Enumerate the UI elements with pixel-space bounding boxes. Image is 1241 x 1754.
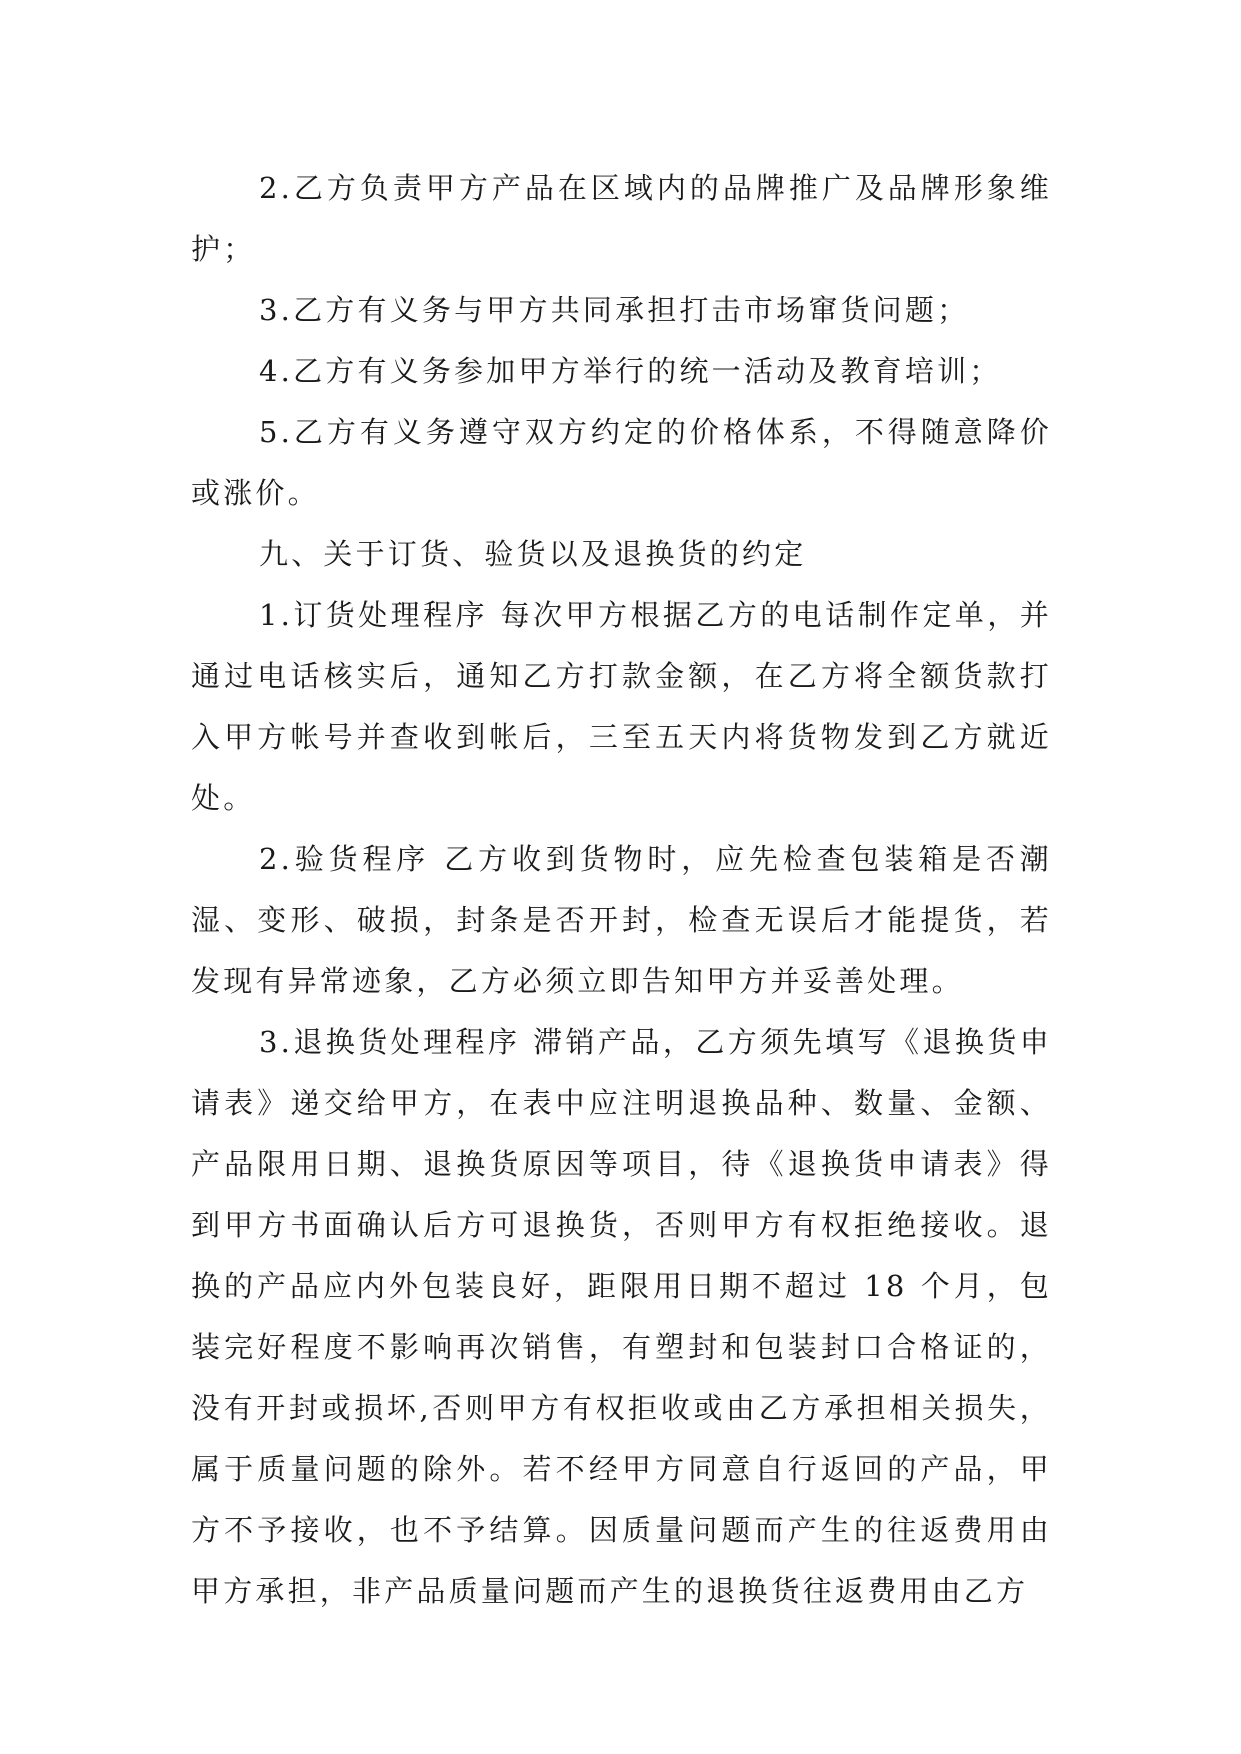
clause-ordering-procedure: 1.订货处理程序 每次甲方根据乙方的电话制作定单，并通过电话核实后，通知乙方打款金额，在乙方将全额货款打入甲方帐号并查收到帐后，三至五天内将货物发到乙方就近处。 <box>191 598 1052 815</box>
clause-return-exchange-procedure: 3.退换货处理程序 滞销产品，乙方须先填写《退换货申请表》递交给甲方，在表中应注明退换品种、数量、金额、产品限用日期、退换货原因等项目，待《退换货申请表》得到甲方书面确认后方可退换货，否则甲方有权拒绝接收。退换的产品应内外包装良好，距限用日期不超过 18 个月，包装完好程度不影响再次销售，有塑封和包装封口合格证的，没有开封或损坏,否则甲方有权拒收或由乙方承担相关损失，属于质量问题的除外。若不经甲方同意自行返回的产品，甲方不予接收，也不予结算。因质量问题而产生的往返费用由甲方承担，非产品质量问题而产生的退换货往返费用由乙方 <box>191 1025 1052 1608</box>
document-body <box>191 158 1052 1622</box>
clause-inspection-procedure: 2.验货程序 乙方收到货物时，应先检查包装箱是否潮湿、变形、破损，封条是否开封，检查无误后才能提货，若发现有异常迹象，乙方必须立即告知甲方并妥善处理。 <box>191 842 1052 998</box>
clause-3-cross-region-goods: 3.乙方有义务与甲方共同承担打击市场窜货问题； <box>259 293 970 327</box>
clause-4-training: 4.乙方有义务参加甲方举行的统一活动及教育培训； <box>259 354 1002 388</box>
clause-2-brand-promotion: 2.乙方负责甲方产品在区域内的品牌推广及品牌形象维护； <box>191 171 1052 266</box>
clause-5-price-system: 5.乙方有义务遵守双方约定的价格体系，不得随意降价或涨价。 <box>191 415 1052 510</box>
section-heading-9: 九、关于订货、验货以及退换货的约定 <box>259 537 807 571</box>
